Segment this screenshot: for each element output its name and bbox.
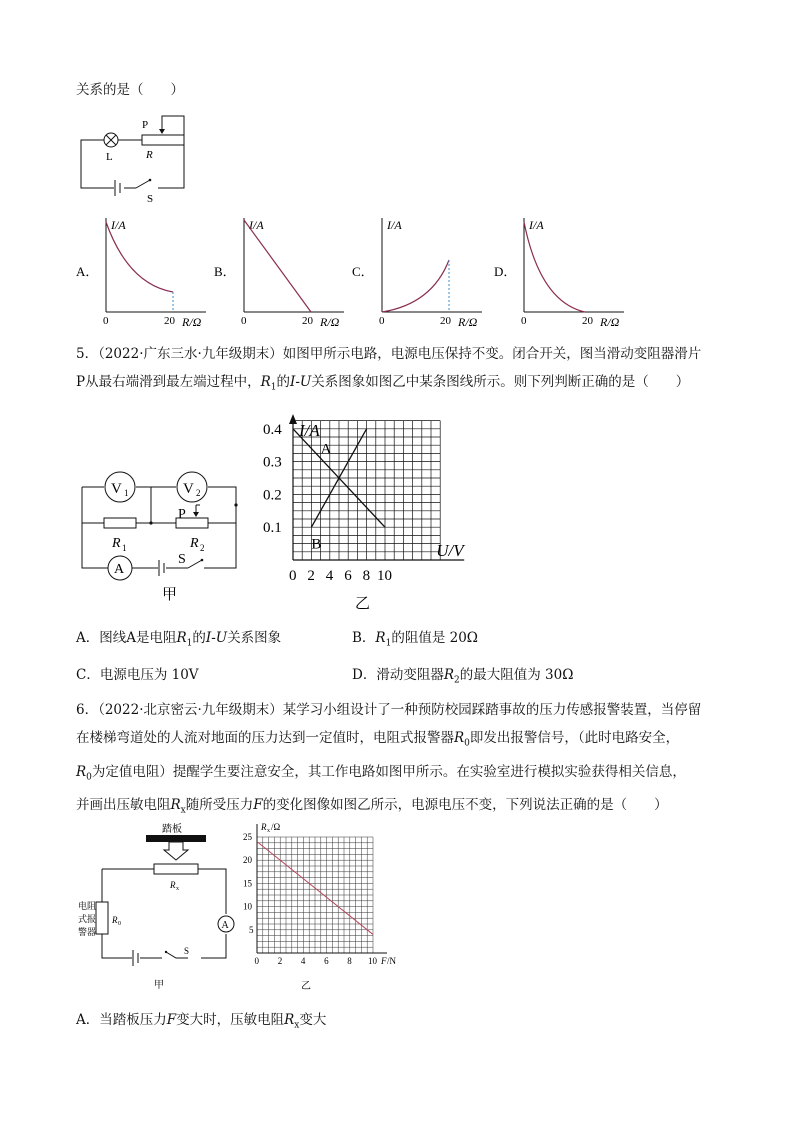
line-a-label: A xyxy=(320,441,332,458)
y-axis-arrow-icon xyxy=(289,414,297,424)
q5-stem-line-1: 5．（2022·广东三水·九年级期末）如图甲所示电路，电源电压保持不变。闭合开关，图当滑动变阻器滑片 xyxy=(76,346,702,362)
q5-option-d[interactable]: D．滑动变阻器$R_2$的最大阻值为 30Ω xyxy=(352,667,574,686)
slider-arrow-icon xyxy=(193,512,199,517)
q5-circuit-diagram xyxy=(76,465,246,610)
q6-circuit-caption: 甲 xyxy=(154,980,164,991)
y-tick-label: 0.3 xyxy=(263,454,282,471)
svg-text:1: 1 xyxy=(122,543,127,553)
svg-text:V: V xyxy=(111,481,122,497)
alarm-r0-icon xyxy=(96,902,108,934)
y-tick-label: 0.1 xyxy=(263,520,282,537)
svg-text:2: 2 xyxy=(196,488,201,498)
x-tick-label: 2 xyxy=(307,568,315,584)
q6-rx-f-graph xyxy=(237,820,407,995)
q4-graph-option-d[interactable] xyxy=(494,212,634,336)
option-letter: B． xyxy=(214,264,236,279)
x-tick-0: 0 xyxy=(379,315,385,327)
x-tick-0: 0 xyxy=(103,315,109,327)
y-axis-label: I/A xyxy=(529,218,544,232)
q6-stem-line-4: 并画出压敏电阻$R_x$随所受压力F的变化图像如图乙所示，电源电压不变，下列说法正确的是（ ） xyxy=(76,797,668,817)
x-tick-label: 10 xyxy=(368,956,377,966)
pressure-arrow-icon xyxy=(164,842,188,860)
x-axis-label: R/Ω xyxy=(182,315,202,329)
q5-option-b[interactable]: B．$R_1$的阻值是 20Ω xyxy=(352,630,478,649)
x-tick-label: 2 xyxy=(277,956,283,966)
y-axis-label: I/A xyxy=(299,421,320,440)
r0-label: R xyxy=(112,915,118,925)
x-tick-label: 10 xyxy=(377,568,392,584)
q6-circuit-diagram xyxy=(76,824,246,995)
x-axis-label: R/Ω xyxy=(458,315,478,329)
i-r-curve xyxy=(382,260,449,312)
q6-graph-caption: 乙 xyxy=(301,981,311,992)
r1-label: R xyxy=(112,536,121,551)
x-tick-label: 8 xyxy=(362,568,371,584)
q4-graph-option-a[interactable] xyxy=(76,212,216,336)
q4-graph-option-c[interactable] xyxy=(352,212,492,336)
svg-text:2: 2 xyxy=(200,543,205,553)
switch-label: S xyxy=(147,193,154,205)
y-axis-label: I/A xyxy=(249,218,264,232)
option-letter: A． xyxy=(76,264,99,279)
x-tick-label: 0 xyxy=(289,568,297,584)
i-r-curve xyxy=(244,220,311,312)
slider-label: P xyxy=(142,119,149,131)
voltmeter-v1-icon xyxy=(105,472,135,502)
x-tick-label: 6 xyxy=(324,956,329,966)
q4-stem-tail: 关系的是（ ） xyxy=(76,82,184,98)
q6-stem-line-2: 在楼梯弯道处的人流对地面的压力达到一定值时，电阻式报警器$R_0$即发出报警信号，（此时电路安全， xyxy=(76,730,680,749)
q4-circuit-diagram xyxy=(76,110,196,205)
slider-arrow-icon xyxy=(159,129,165,134)
q6-stem-line-1: 6．（2022·北京密云·九年级期末）某学习小组设计了一种预防校园踩踏事故的压力传感报警装置，当停留 xyxy=(76,702,702,718)
x-tick-0: 0 xyxy=(521,315,527,327)
y-axis-label-sub: x xyxy=(267,828,270,834)
option-letter: C． xyxy=(352,264,374,279)
y-tick-label: 15 xyxy=(243,878,252,889)
rheostat-icon xyxy=(142,135,184,145)
voltmeter-v2-icon xyxy=(177,472,207,502)
pedal-plate xyxy=(146,835,206,842)
q6-option-a[interactable]: A．当踏板压力F变大时，压敏电阻$R_x$变大 xyxy=(76,1012,327,1031)
x-tick-20: 20 xyxy=(164,315,175,327)
alarm-label-3: 警器 xyxy=(78,927,97,937)
svg-text:A: A xyxy=(114,562,125,577)
alarm-label-2: 式报 xyxy=(78,914,97,924)
svg-text:0: 0 xyxy=(118,921,121,927)
r2-label: R xyxy=(190,536,199,551)
q5-stem xyxy=(76,340,726,402)
rx-resistor-icon xyxy=(154,864,198,874)
rheostat-label: R xyxy=(146,149,153,161)
svg-text:x: x xyxy=(176,886,179,892)
q5-option-c[interactable]: C．电源电压为 10V xyxy=(76,667,199,683)
x-tick-label: 0 xyxy=(254,956,259,966)
rx-label: R xyxy=(170,880,176,890)
x-tick-label: 4 xyxy=(325,568,334,584)
x-axis-label: R/Ω xyxy=(600,315,620,329)
q4-graph-option-b[interactable] xyxy=(214,212,354,336)
x-axis-label: F xyxy=(381,956,387,966)
x-axis-label: U/V xyxy=(436,541,464,560)
option-letter: D． xyxy=(494,264,517,279)
x-tick-20: 20 xyxy=(302,315,313,327)
y-tick-label: 20 xyxy=(243,855,252,866)
y-tick-label: 0.4 xyxy=(263,421,282,438)
y-axis-label: I/A xyxy=(387,218,402,232)
x-tick-20: 20 xyxy=(582,315,593,327)
x-tick-20: 20 xyxy=(440,315,451,327)
q5-stem-line-2: P从最右端滑到最左端过程中，$R_1$的I-U关系图象如图乙中某条图线所示。则下列判断正确的是（ ） xyxy=(76,374,690,393)
x-axis-label: R/Ω xyxy=(320,315,340,329)
switch-s-label: S xyxy=(184,946,190,956)
q5-graph-caption: 乙 xyxy=(355,596,371,612)
q5-option-a[interactable]: A．图线A是电阻$R_1$的I-U关系图象 xyxy=(76,630,282,649)
y-tick-label: 10 xyxy=(243,901,252,912)
lamp-label: L xyxy=(106,151,113,163)
slider-p-label: P xyxy=(178,507,186,522)
x-tick-label: 6 xyxy=(344,568,352,584)
y-tick-label: 5 xyxy=(249,924,254,935)
alarm-label-1: 电阻 xyxy=(78,901,97,911)
y-axis-unit: /Ω xyxy=(271,822,281,832)
q5-iu-graph xyxy=(255,410,485,610)
x-axis-unit: /N xyxy=(387,956,396,966)
i-r-curve xyxy=(106,222,173,292)
q6-stem-line-3: $R_0$为定值电阻）提醒学生要注意安全，其工作电路如图甲所示。在实验室进行模拟实验获得相关信息， xyxy=(76,763,686,783)
q5-circuit-caption: 甲 xyxy=(162,587,178,603)
switch-s-label: S xyxy=(178,552,186,567)
q6-stem xyxy=(76,696,726,825)
svg-text:V: V xyxy=(183,481,194,497)
lamp-icon xyxy=(104,133,118,147)
pedal-label: 踏板 xyxy=(162,824,182,835)
x-tick-0: 0 xyxy=(241,315,247,327)
y-tick-label: 25 xyxy=(243,832,252,842)
y-axis-label: I/A xyxy=(111,218,126,232)
i-r-curve xyxy=(524,222,585,312)
resistor-r1-icon xyxy=(104,518,136,528)
svg-text:1: 1 xyxy=(124,488,129,498)
y-axis-label: R xyxy=(261,822,267,832)
y-tick-label: 0.2 xyxy=(263,487,282,504)
x-tick-label: 4 xyxy=(300,956,306,966)
ammeter-icon xyxy=(218,916,234,932)
svg-text:A: A xyxy=(221,920,229,931)
line-b-label: B xyxy=(311,536,322,553)
x-tick-label: 8 xyxy=(347,956,352,966)
ammeter-icon xyxy=(108,556,132,580)
